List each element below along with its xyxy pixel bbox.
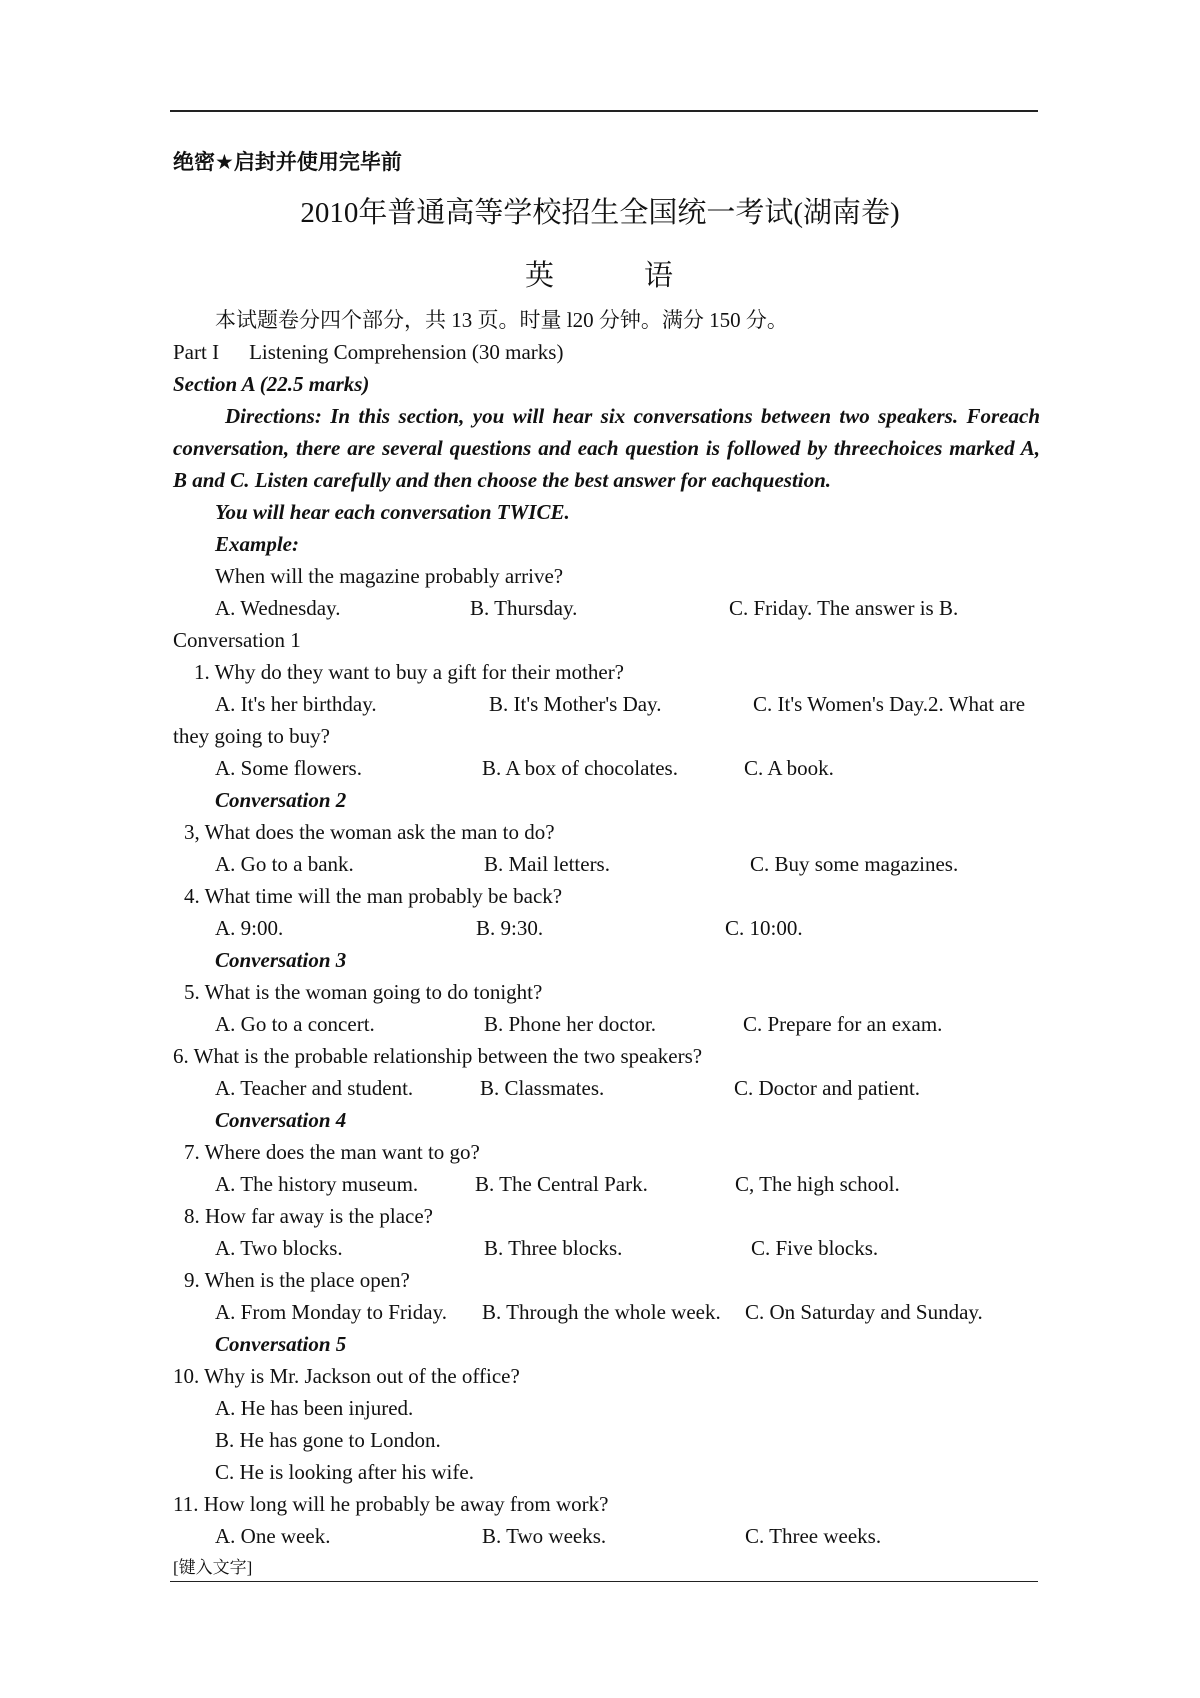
question-3-option-c: C. Buy some magazines.: [750, 852, 959, 876]
example-label: Example:: [215, 532, 299, 556]
intro-text: 本试题卷分四个部分，共 13 页。时量 l20 分钟。满分 150 分。: [215, 308, 788, 332]
question-7-option-b: B. The Central Park.: [475, 1172, 648, 1196]
question-9-option-b: B. Through the whole week.: [482, 1300, 721, 1324]
section-heading: Section A (22.5 marks): [173, 372, 370, 396]
directions-line-2: conversation, there are several questions and each question is followed by threechoices marked A,: [173, 436, 1040, 460]
exam-title: 2010年普通高等学校招生全国统一考试(湖南卷): [300, 197, 900, 229]
question-4: 4. What time will the man probably be back?: [184, 884, 563, 908]
question-11: 11. How long will he probably be away from work?: [173, 1492, 609, 1516]
question-4-options: [0, 913, 1200, 943]
question-5-option-a: A. Go to a concert.: [215, 1012, 375, 1036]
example-question: When will the magazine probably arrive?: [215, 564, 564, 588]
example-option-a: A. Wednesday.: [215, 596, 341, 620]
question-11-option-a: A. One week.: [215, 1524, 331, 1548]
conversation-2-heading: Conversation 2: [215, 788, 347, 812]
question-4-option-a: A. 9:00.: [215, 916, 284, 940]
question-10-option-b: B. He has gone to London.: [215, 1428, 441, 1452]
question-3-option-a: A. Go to a bank.: [215, 852, 354, 876]
question-11-options: [0, 1521, 1200, 1551]
question-4-option-b: B. 9:30.: [476, 916, 544, 940]
question-7-options: [0, 1169, 1200, 1199]
question-7-option-c: C, The high school.: [735, 1172, 900, 1196]
question-11-option-b: B. Two weeks.: [482, 1524, 607, 1548]
directions-twice: You will hear each conversation TWICE.: [215, 500, 570, 524]
question-5: 5. What is the woman going to do tonight?: [184, 980, 543, 1004]
question-4-option-c: C. 10:00.: [725, 916, 803, 940]
question-1-option-c: C. It's Women's Day.2. What are: [753, 692, 1026, 716]
question-11-option-c: C. Three weeks.: [745, 1524, 882, 1548]
question-1: 1. Why do they want to buy a gift for their mother?: [194, 660, 625, 684]
question-9-options: [0, 1297, 1200, 1327]
question-10-option-a: A. He has been injured.: [215, 1396, 414, 1420]
header-rule: [170, 110, 1038, 112]
directions-line-3: B and C. Listen carefully and then choose the best answer for eachquestion.: [173, 468, 832, 492]
conversation-1-heading: Conversation 1: [173, 628, 301, 652]
part-label: Part I: [173, 340, 220, 364]
question-2-continuation: they going to buy?: [173, 724, 330, 748]
part-heading: [173, 337, 1040, 367]
question-8-options: [0, 1233, 1200, 1263]
question-6-options: [0, 1073, 1200, 1103]
conversation-5-heading: Conversation 5: [215, 1332, 347, 1356]
subject-heading: [0, 256, 1200, 296]
secret-label: 绝密★启封并使用完毕前: [173, 150, 402, 174]
question-3-options: [0, 849, 1200, 879]
question-3-option-b: B. Mail letters.: [484, 852, 610, 876]
question-2-option-a: A. Some flowers.: [215, 756, 362, 780]
question-1-option-b: B. It's Mother's Day.: [489, 692, 662, 716]
directions-line-1: Directions: In this section, you will hear six conversations between two speakers. Foreach: [225, 404, 1040, 428]
question-9-option-c: C. On Saturday and Sunday.: [745, 1300, 983, 1324]
question-8: 8. How far away is the place?: [184, 1204, 433, 1228]
question-6: 6. What is the probable relationship between the two speakers?: [173, 1044, 703, 1068]
question-9: 9. When is the place open?: [184, 1268, 410, 1292]
conversation-4-heading: Conversation 4: [215, 1108, 347, 1132]
question-1-option-a: A. It's her birthday.: [215, 692, 377, 716]
question-6-option-a: A. Teacher and student.: [215, 1076, 414, 1100]
question-10: 10. Why is Mr. Jackson out of the office?: [173, 1364, 520, 1388]
question-8-option-b: B. Three blocks.: [484, 1236, 623, 1260]
subject-char-1: 英: [524, 260, 556, 292]
question-8-option-c: C. Five blocks.: [751, 1236, 879, 1260]
question-1-options: [0, 689, 1200, 719]
example-options: [0, 593, 1200, 623]
question-9-option-a: A. From Monday to Friday.: [215, 1300, 447, 1324]
question-7: 7. Where does the man want to go?: [184, 1140, 480, 1164]
footer-rule: [170, 1581, 1038, 1582]
question-2-option-b: B. A box of chocolates.: [482, 756, 678, 780]
question-7-option-a: A. The history museum.: [215, 1172, 419, 1196]
question-2-options: [0, 753, 1200, 783]
question-10-option-c: C. He is looking after his wife.: [215, 1460, 474, 1484]
question-5-option-c: C. Prepare for an exam.: [743, 1012, 943, 1036]
question-5-options: [0, 1009, 1200, 1039]
question-5-option-b: B. Phone her doctor.: [484, 1012, 657, 1036]
example-option-b: B. Thursday.: [470, 596, 578, 620]
question-6-option-b: B. Classmates.: [480, 1076, 605, 1100]
subject-char-2: 语: [644, 260, 676, 292]
example-option-c: C. Friday. The answer is B.: [729, 596, 959, 620]
question-2-option-c: C. A book.: [744, 756, 834, 780]
question-3: 3, What does the woman ask the man to do?: [184, 820, 555, 844]
conversation-3-heading: Conversation 3: [215, 948, 347, 972]
footer-placeholder: [键入文字]: [173, 1558, 253, 1577]
question-6-option-c: C. Doctor and patient.: [734, 1076, 921, 1100]
part-name: Listening Comprehension (30 marks): [249, 340, 564, 364]
question-8-option-a: A. Two blocks.: [215, 1236, 343, 1260]
